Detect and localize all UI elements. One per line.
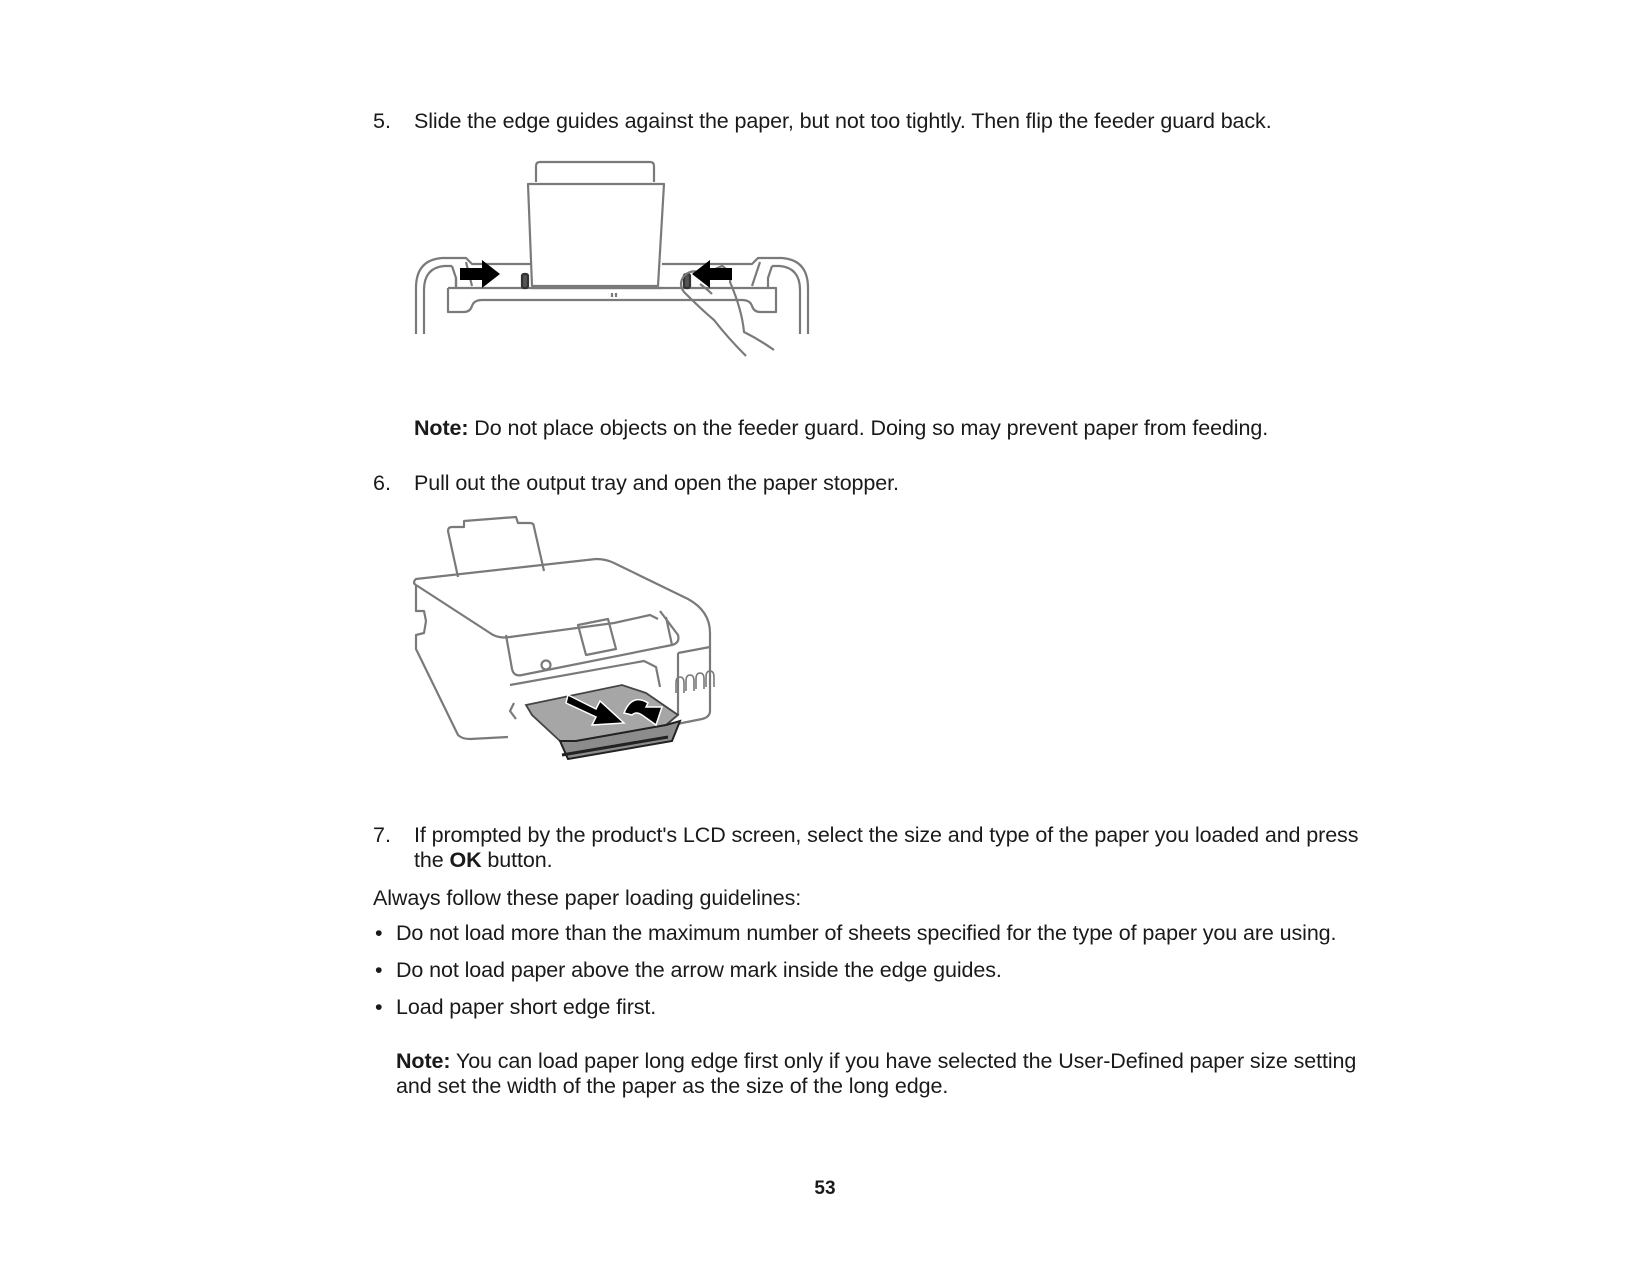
ok-button-label: OK (449, 848, 482, 872)
note-label: Note: (396, 1049, 451, 1073)
bullet-icon: • (375, 921, 383, 945)
step-7-line1: If prompted by the product's LCD screen, select the size and type of the paper you loaded and press (414, 823, 1359, 847)
step-7-suffix: button. (481, 848, 553, 872)
bullet-icon: • (375, 995, 383, 1019)
guideline-item: Do not load more than the maximum number of sheets specified for the type of paper you are using. (396, 921, 1337, 945)
note-text: Do not place objects on the feeder guard. Doing so may prevent paper from feeding. (468, 416, 1269, 440)
step-5-number: 5. (373, 109, 391, 133)
step-6-text: Pull out the output tray and open the paper stopper. (414, 471, 899, 495)
note-long-edge-line1 (396, 1049, 1356, 1074)
note-label: Note: (414, 416, 469, 440)
step-6-number: 6. (373, 471, 391, 495)
output-tray-illustration (410, 515, 730, 775)
step-7-line2 (414, 848, 552, 873)
note-feeder-guard (414, 416, 1268, 441)
page-number: 53 (814, 1178, 836, 1199)
bullet-icon: • (375, 958, 383, 982)
edge-guides-illustration (412, 160, 812, 360)
guideline-item: Do not load paper above the arrow mark inside the edge guides. (396, 958, 1002, 982)
note-text: You can load paper long edge first only if you have selected the User-Defined paper size setting (450, 1049, 1357, 1073)
step-7-prefix: the (414, 848, 450, 872)
step-5-text: Slide the edge guides against the paper, but not too tightly. Then flip the feeder guard back. (414, 109, 1272, 133)
note-long-edge-line2: and set the width of the paper as the size of the long edge. (396, 1074, 949, 1098)
step-7-number: 7. (373, 823, 391, 847)
guideline-item: Load paper short edge first. (396, 995, 657, 1019)
guidelines-intro: Always follow these paper loading guidelines: (373, 886, 802, 910)
